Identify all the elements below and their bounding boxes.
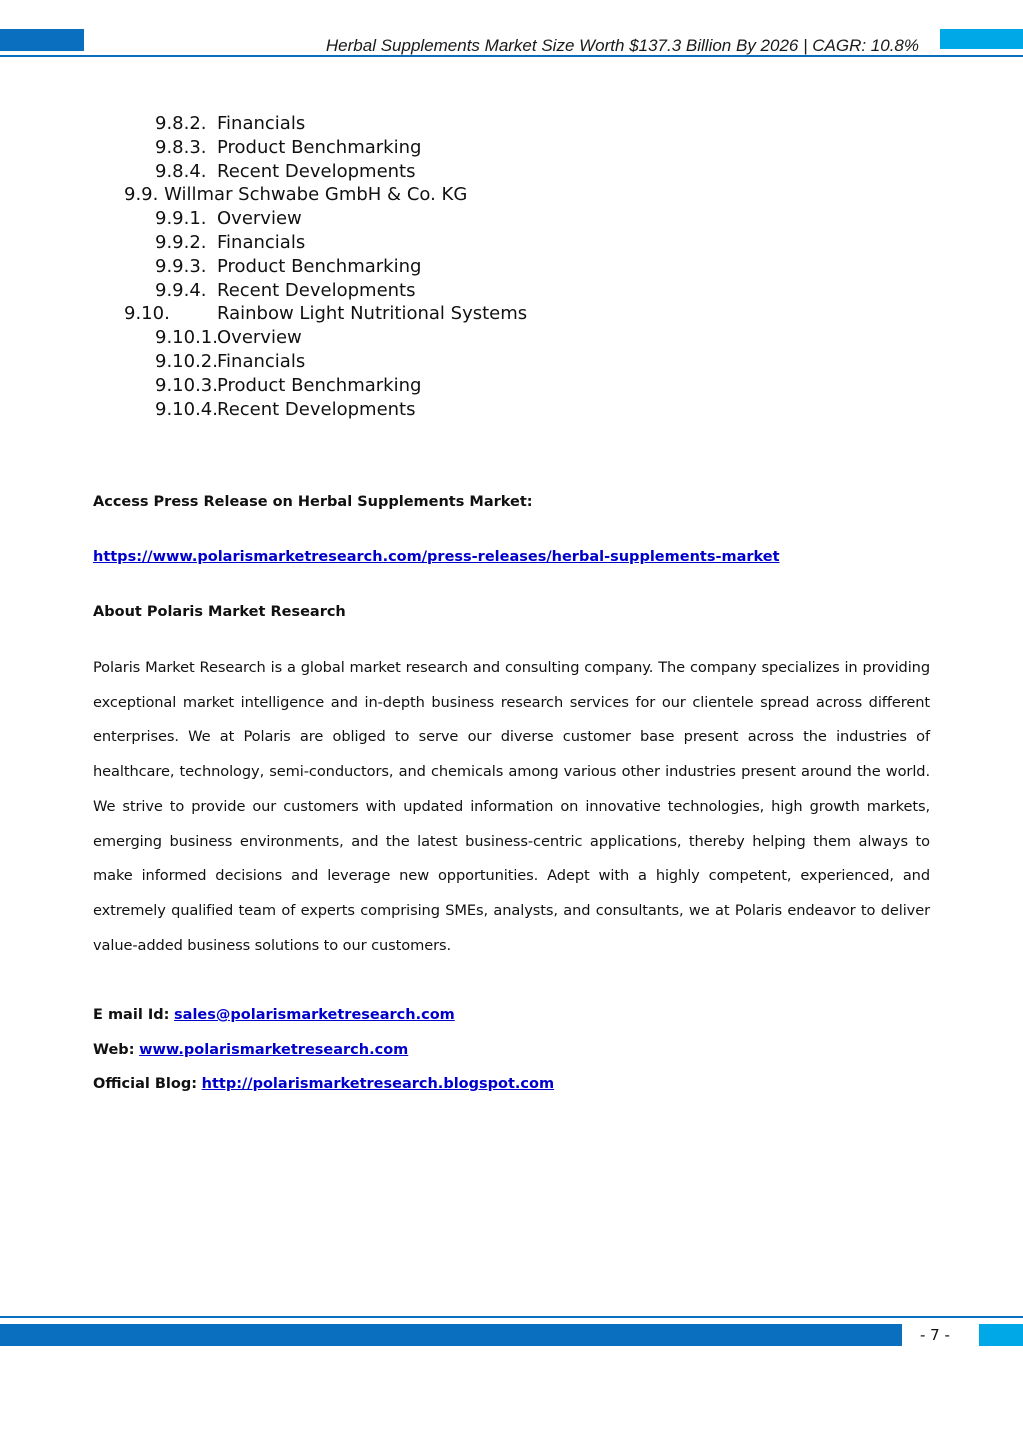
toc-entry bbox=[124, 398, 527, 422]
email-link[interactable]: sales@polarismarketresearch.com bbox=[174, 1007, 455, 1023]
toc-number: 9.9.1. bbox=[155, 208, 207, 230]
toc-entry bbox=[124, 136, 527, 160]
table-of-contents bbox=[124, 112, 527, 421]
document-header-title: Herbal Supplements Market Size Worth $137.3 Billion By 2026 | CAGR: 10.8% bbox=[325, 36, 919, 55]
toc-number: 9.10.3. bbox=[155, 374, 218, 396]
toc-entry bbox=[124, 231, 527, 255]
header-accent-left bbox=[0, 29, 84, 51]
page-number: - 7 - bbox=[920, 1326, 950, 1344]
press-release-link[interactable]: https://www.polarismarketresearch.com/press-releases/herbal-supplements-market bbox=[93, 549, 780, 565]
toc-entry bbox=[124, 350, 527, 374]
toc-number: 9.9. bbox=[124, 184, 159, 206]
toc-number: 9.8.2. bbox=[155, 113, 207, 134]
toc-number: 9.10.1. bbox=[155, 327, 218, 349]
footer-accent-right bbox=[979, 1324, 1023, 1346]
toc-number: 9.10. bbox=[124, 303, 170, 325]
email-row bbox=[93, 998, 930, 1033]
blog-link[interactable]: http://polarismarketresearch.blogspot.com bbox=[201, 1076, 555, 1093]
toc-label: Recent Developments bbox=[217, 160, 416, 182]
toc-entry bbox=[124, 112, 527, 136]
toc-label: Overview bbox=[217, 208, 302, 230]
toc-label: Recent Developments bbox=[217, 398, 416, 420]
blog-row bbox=[93, 1067, 930, 1102]
toc-label: Product Benchmarking bbox=[217, 374, 422, 396]
toc-entry bbox=[124, 279, 527, 303]
toc-entry bbox=[124, 160, 527, 184]
toc-label: Product Benchmarking bbox=[217, 255, 422, 277]
toc-label: Overview bbox=[217, 327, 302, 349]
toc-label: Rainbow Light Nutritional Systems bbox=[217, 303, 528, 325]
blog-label: Official Blog: bbox=[93, 1076, 198, 1093]
about-heading: About Polaris Market Research bbox=[93, 604, 346, 620]
footer-rule bbox=[0, 1316, 1023, 1318]
toc-label: Financials bbox=[217, 113, 306, 134]
toc-number: 9.9.4. bbox=[155, 279, 207, 301]
press-release-link-row bbox=[93, 549, 930, 565]
toc-number: 9.10.4. bbox=[155, 398, 218, 420]
email-label: E mail Id: bbox=[93, 1007, 170, 1023]
toc-label: Financials bbox=[217, 350, 306, 372]
toc-number: 9.8.4. bbox=[155, 160, 207, 182]
footer-bar bbox=[0, 1324, 902, 1346]
press-release-heading: Access Press Release on Herbal Supplements Market: bbox=[93, 494, 533, 510]
toc-entry bbox=[124, 255, 527, 279]
header-rule bbox=[0, 55, 1023, 57]
toc-number: 9.10.2. bbox=[155, 350, 218, 372]
web-label: Web: bbox=[93, 1041, 135, 1058]
toc-label: Recent Developments bbox=[217, 279, 416, 301]
toc-entry bbox=[124, 207, 527, 231]
contact-block bbox=[93, 998, 930, 1102]
header-accent-right bbox=[940, 29, 1023, 49]
toc-label: Product Benchmarking bbox=[217, 136, 422, 158]
toc-section bbox=[124, 183, 527, 207]
toc-label: Willmar Schwabe GmbH & Co. KG bbox=[164, 184, 468, 206]
toc-number: 9.8.3. bbox=[155, 136, 207, 158]
about-paragraph: Polaris Market Research is a global market research and consulting company. The company specializes in providing exceptional market intelligence and in-depth business research services for our clientele spread across different enterprises. We at Polaris are obliged to serve our diverse customer base present across the industries of healthcare, technology, semi-conductors, and chemicals among various other industries present around the world. We strive to provide our customers with updated information on innovative technologies, high growth markets, emerging business environments, and the latest business-centric applications, thereby helping them always to make informed decisions and leverage new opportunities. Adept with a highly competent, experienced, and extremely qualified team of experts comprising SMEs, analysts, and consultants, we at Polaris endeavor to deliver value-added business solutions to our customers. bbox=[93, 659, 930, 954]
toc-number: 9.9.3. bbox=[155, 255, 207, 277]
website-link[interactable]: www.polarismarketresearch.com bbox=[139, 1041, 409, 1058]
toc-label: Financials bbox=[217, 231, 306, 253]
toc-entry bbox=[124, 374, 527, 398]
web-row bbox=[93, 1033, 930, 1068]
toc-entry bbox=[124, 326, 527, 350]
toc-number: 9.9.2. bbox=[155, 231, 207, 253]
toc-section bbox=[124, 302, 527, 326]
